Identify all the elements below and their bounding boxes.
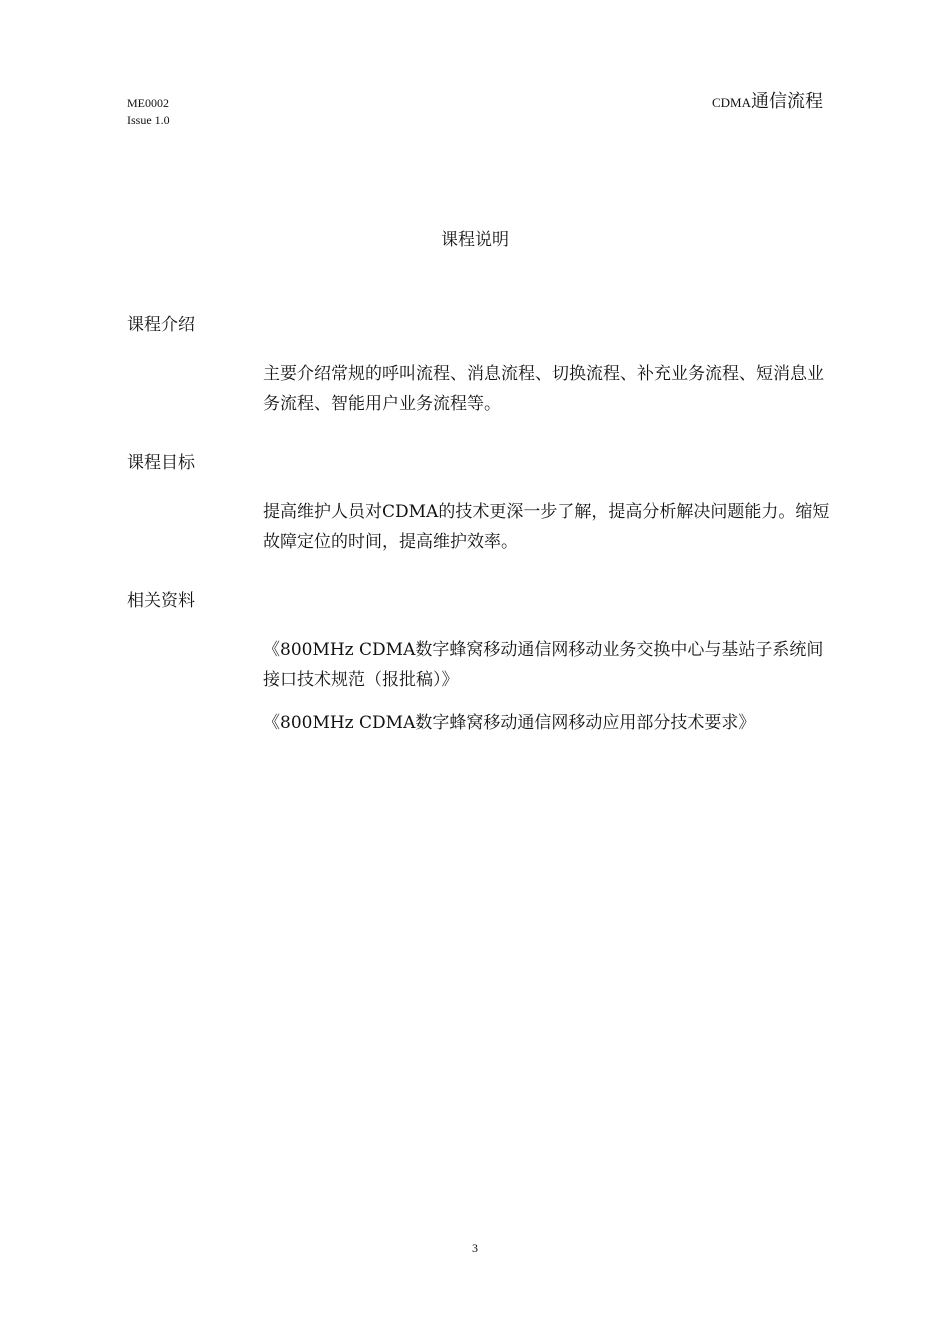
paragraph: 主要介绍常规的呼叫流程、消息流程、切换流程、补充业务流程、短消息业务流程、智能用户业务流程等。 (263, 364, 824, 414)
paragraph: 提高维护人员对CDMA的技术更深一步了解，提高分析解决问题能力。缩短故障定位的时间，提高维护效率。 (263, 502, 830, 552)
header-title-cjk: 通信流程 (751, 91, 823, 112)
reference-item: 《800MHz CDMA数字蜂窝移动通信网移动业务交换中心与基站子系统间接口技术规范（报批稿）》 (263, 640, 824, 690)
page-header-left (127, 95, 170, 129)
section-heading-references: 相关资料 (127, 591, 195, 611)
document-issue: Issue 1.0 (127, 113, 170, 127)
page-header-right (712, 92, 823, 113)
header-title-latin: CDMA (711, 95, 751, 110)
section-body-goals (263, 497, 833, 557)
page-title: 课程说明 (441, 230, 509, 250)
section-heading-intro: 课程介绍 (127, 315, 195, 335)
page-number: 3 (472, 1241, 478, 1255)
reference-item: 《800MHz CDMA数字蜂窝移动通信网移动应用部分技术要求》 (263, 713, 756, 733)
section-body-references (263, 635, 833, 738)
section-heading-goals: 课程目标 (127, 453, 195, 473)
section-body-intro (263, 359, 833, 419)
document-id: ME0002 (127, 96, 169, 110)
